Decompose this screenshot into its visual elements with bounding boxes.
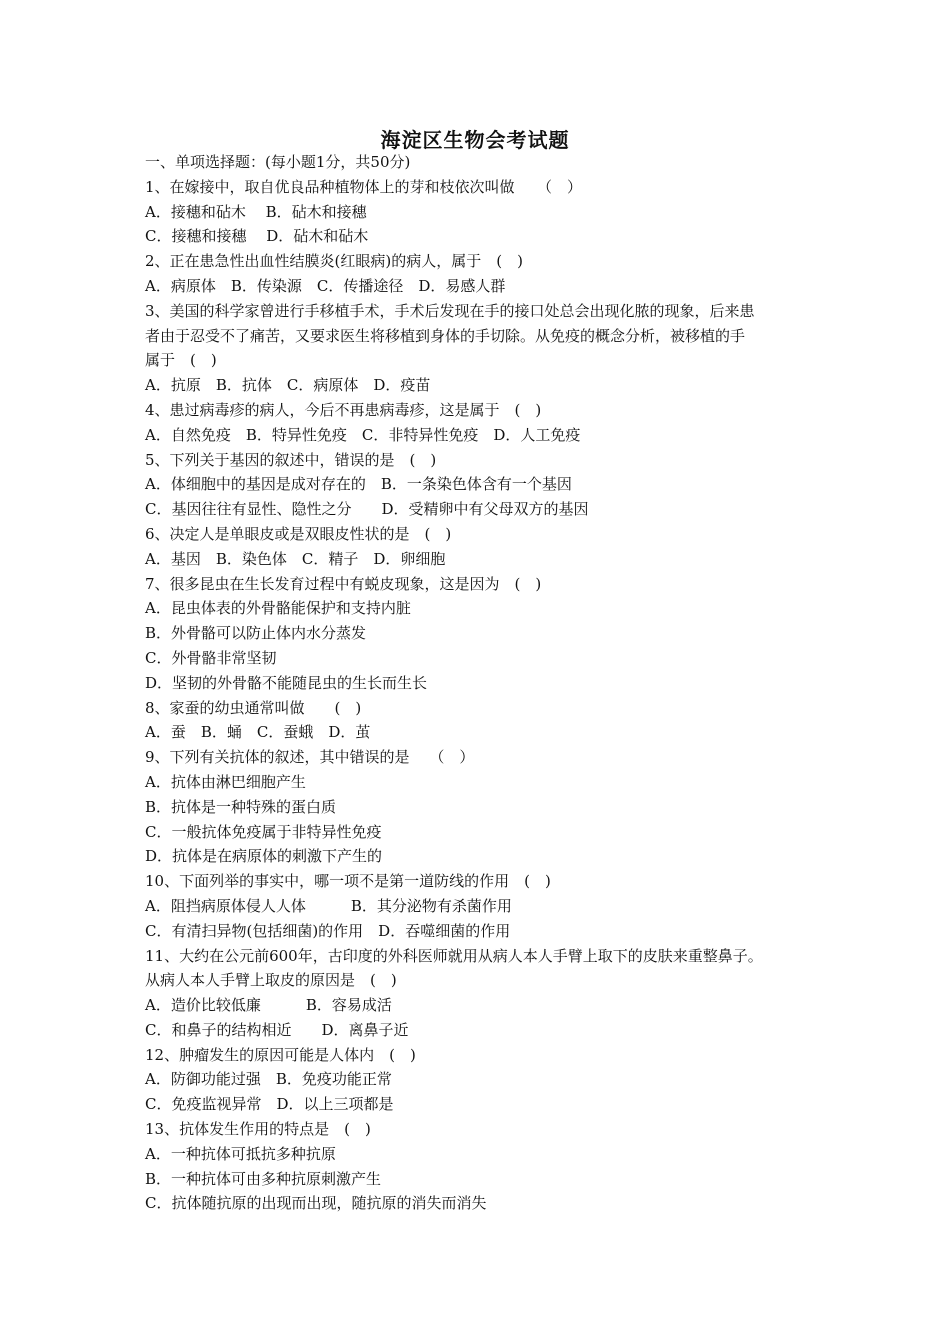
text-line: D．坚韧的外骨骼不能随昆虫的生长而生长 [145,673,428,692]
text-line: A．阻挡病原体侵人人体 B．其分泌物有杀菌作用 [145,896,512,915]
text-line: A．造价比较低廉 B．容易成活 [145,996,392,1015]
text-line: A．病原体 B．传染源 C．传播途径 D．易感人群 [145,276,506,295]
text-line: A．昆虫体表的外骨骼能保护和支持内脏 [145,599,411,618]
text-line: C．有清扫异物(包括细菌)的作用 D．吞噬细菌的作用 [145,921,511,940]
text-line: C．一般抗体免疫属于非特异性免疫 [145,822,382,841]
text-line: 一、单项选择题：(每小题1分，共50分) [145,153,411,171]
exam-questions [145,150,825,1216]
text-line: 12、肿瘤发生的原因可能是人体内 ( ) [145,1045,416,1064]
text-line: 6、决定人是单眼皮或是双眼皮性状的是 ( ) [145,524,452,543]
text-line: A．基因 B．染色体 C．精子 D．卵细胞 [145,549,446,568]
text-line: 7、很多昆虫在生长发育过程中有蜕皮现象，这是因为 ( ) [145,574,542,593]
text-line: A．接穗和砧木 B．砧木和接穗 [145,202,367,221]
text-line: A．抗原 B．抗体 C．病原体 D．疫苗 [145,376,431,395]
text-line: 4、患过病毒疹的病人，今后不再患病毒疹，这是属于 ( ) [145,400,542,419]
text-line: 13、抗体发生作用的特点是 ( ) [145,1120,371,1139]
text-line: 3、美国的科学家曾进行手移植手术，手术后发现在手的接口处总会出现化脓的现象，后来患 [145,301,755,320]
text-line: A．防御功能过强 B．免疫功能正常 [145,1070,392,1089]
page-title: 海淀区生物会考试题 [380,128,570,152]
text-line: 10、下面列举的事实中，哪一项不是第一道防线的作用 ( ) [145,872,551,891]
text-line: C．和鼻子的结构相近 D．离鼻子近 [145,1020,409,1039]
text-line: A．一种抗体可抵抗多种抗原 [145,1144,336,1163]
text-line: 11、大约在公元前600年，古印度的外科医师就用从病人本人手臂上取下的皮肤来重整鼻子。 [145,946,763,965]
text-line: 2、正在患急性出血性结膜炎(红眼病)的病人，属于 ( ) [145,252,523,271]
text-line: C．接穗和接穗 D．砧木和砧木 [145,227,369,246]
text-line: 5、下列关于基因的叙述中，错误的是 ( ) [145,450,437,469]
text-line: A．抗体由淋巴细胞产生 [145,772,306,791]
text-line: B．外骨骼可以防止体内水分蒸发 [145,624,367,643]
text-line: 者由于忍受不了痛苦，又要求医生将移植到身体的手切除。从免疫的概念分析，被移植的手 [145,326,746,345]
text-line: A．自然免疫 B．特异性免疫 C．非特异性免疫 D．人工免疫 [145,425,581,444]
text-line: 8、家蚕的幼虫通常叫做 ( ) [145,698,362,717]
text-line: 1、在嫁接中，取自优良品种植物体上的芽和枝依次叫做 （ ） [145,177,583,196]
text-line: 从病人本人手臂上取皮的原因是 ( ) [145,971,397,990]
text-line: B．一种抗体可由多种抗原刺激产生 [145,1169,382,1188]
text-line: B．抗体是一种特殊的蛋白质 [145,797,337,816]
text-line: D．抗体是在病原体的刺激下产生的 [145,847,383,866]
text-line: C．外骨骼非常坚韧 [145,648,277,667]
text-line: C．基因往往有显性、隐性之分 D．受精卵中有父母双方的基因 [145,500,589,519]
text-line: 属于 ( ) [145,351,217,370]
text-line: A．体细胞中的基因是成对存在的 B．一条染色体含有一个基因 [145,475,572,494]
text-line: A．蚕 B．蛹 C．蚕蛾 D．茧 [145,723,371,742]
text-line: 9、下列有关抗体的叙述，其中错误的是 （ ） [145,748,475,767]
text-line: C．抗体随抗原的出现而出现，随抗原的消失而消失 [145,1194,487,1213]
text-line: C．免疫监视异常 D．以上三项都是 [145,1095,394,1114]
